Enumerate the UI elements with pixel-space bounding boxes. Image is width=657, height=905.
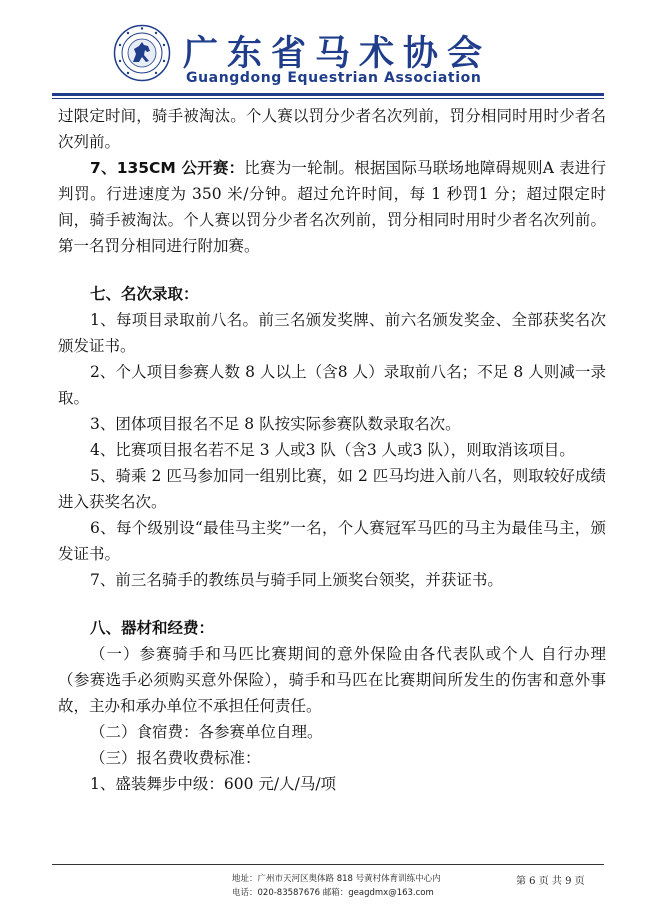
horse-emblem-icon — [113, 24, 171, 82]
section-title-equipment-fees: 八、器材和经费： — [90, 619, 215, 637]
paragraph-135cm-open — [58, 155, 606, 259]
list-item: 3、团体项目报名不足 8 队按实际参赛队数录取名次。 — [90, 415, 461, 433]
list-item: 1、盛装舞步中级：600 元/人/马/项 — [90, 775, 337, 793]
list-item: 2、个人项目参赛人数 8 人以上（含8 人）录取前八名；不足 8 人则减一录取。 — [58, 363, 606, 407]
list-item: 1、每项目录取前八名。前三名颁发奖牌、前六名颁发奖金、全部获奖名次颁发证书。 — [58, 311, 606, 355]
page-number: 第 6 页 共 9 页 — [516, 876, 585, 887]
section-title-ranking: 七、名次录取： — [90, 285, 199, 303]
list-item: 5、骑乘 2 匹马参加同一组别比赛，如 2 匹马均进入前八名，则取较好成绩进入获奖名次。 — [58, 467, 606, 511]
header-rule-thick — [52, 93, 604, 96]
event-text: 比赛为一轮制。根据国际马联场地障碍规则A 表进行判罚。行进速度为 350 米/分钟。超过允许时间，每 1 秒罚1 分；超过限定时间，骑手被淘汰。个人赛以罚分少者名次列前，罚分相同时用时少者名次列前。第一名罚分相同进行附加赛。 — [58, 159, 606, 255]
list-item: 6、每个级别设“最佳马主奖”一名，个人赛冠军马匹的马主为最佳马主，颁发证书。 — [58, 519, 606, 563]
list-item: （一）参赛骑手和马匹比赛期间的意外保险由各代表队或个人 自行办理（参赛选手必须购买意外保险），骑手和马匹在比赛期间所发生的伤害和意外事故，主办和承办单位不承担任何责任。 — [58, 645, 606, 715]
org-name-cn: 广东省马术协会 — [183, 33, 492, 74]
list-item: 4、比赛项目报名若不足 3 人或3 队（含3 人或3 队），则取消该项目。 — [90, 441, 575, 459]
footer-contact: 电话：020-83587676 邮箱：geagdmx@163.com — [232, 888, 434, 898]
letterhead — [0, 0, 657, 100]
list-item: （二）食宿费：各参赛单位自理。 — [90, 723, 323, 741]
document-body — [58, 103, 606, 797]
paragraph-continued: 过限定时间，骑手被淘汰。个人赛以罚分少者名次列前，罚分相同时用时少者名次列前。 — [58, 107, 606, 151]
event-label: 7、135CM 公开赛： — [90, 159, 245, 177]
org-name-en: Guangdong Equestrian Association — [186, 70, 482, 86]
header-rule-thin — [52, 98, 604, 99]
list-item: 7、前三名骑手的教练员与骑手同上颁奖台领奖，并获证书。 — [90, 571, 503, 589]
footer-address: 地址：广州市天河区奥体路 818 号黄村体育训练中心内 — [232, 874, 441, 884]
footer-rule — [52, 864, 604, 865]
list-item: （三）报名费收费标准： — [90, 749, 261, 767]
